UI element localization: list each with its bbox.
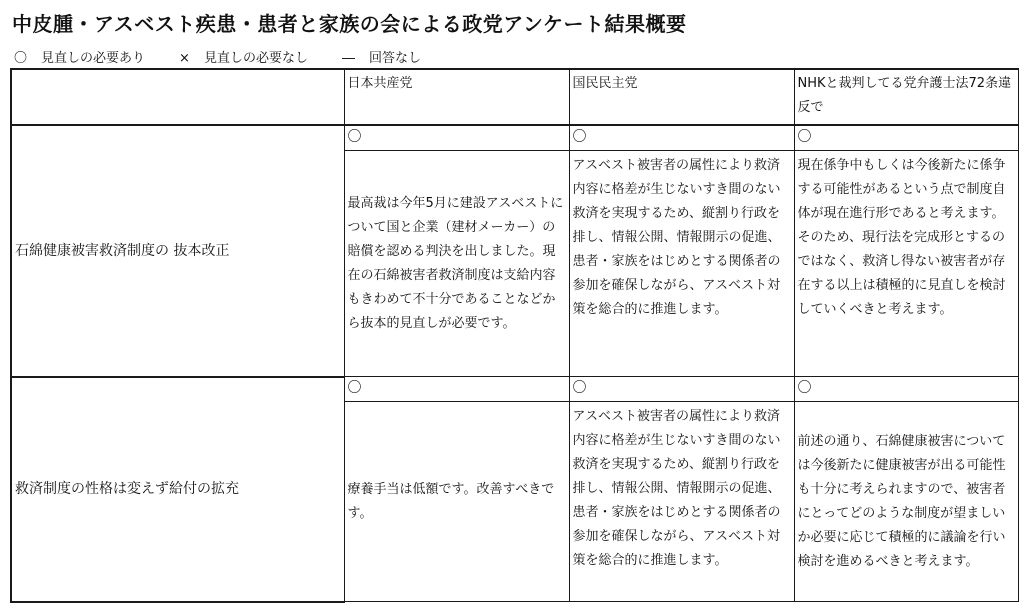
legend-text: 見直しの必要なし [203,51,308,66]
party-header-dpfp: 国民民主党 [569,69,794,125]
legend-item-no [179,47,308,66]
legend-item-yes [14,47,145,66]
party-header-jcp: 日本共産党 [344,69,569,125]
question-label: 救済制度の性格は変えず給付の拡充 [11,377,344,602]
dash-symbol: ― [341,51,355,66]
survey-results-table [10,68,1019,603]
answer-mark: 〇 [794,125,1018,151]
legend [14,47,455,66]
legend-text: 回答なし [368,51,421,66]
answer-comment: 前述の通り、石綿健康被害については今後新たに健康被害が出る可能性も十分に考えられますので、被害者にとってどのような制度が望ましいか必要に応じて積極的に議論を行い検討を進めるべきと考えます。 [794,402,1018,602]
answer-comment: 現在係争中もしくは今後新たに係争する可能性があるという点で制度自体が現在進行形であると考えます。そのため、現行法を完成形とするのではなく、救済し得ない被害者が存在する以上は積極的に見直しを検討していくべきと考えます。 [794,151,1018,377]
party-header-nhk: NHKと裁判してる党弁護士法72条違反で [794,69,1018,125]
answer-mark: 〇 [569,125,794,151]
table-row [11,125,1018,151]
answer-comment: アスベスト被害者の属性により救済内容に格差が生じないすき間のない救済を実現するため、縦割り行政を排し、情報公開、情報開示の促進、患者・家族をはじめとする関係者の参加を確保しながら、アスベスト対策を総合的に推進します。 [569,151,794,377]
legend-item-none [342,47,421,66]
table-header-row [11,69,1018,125]
legend-text: 見直しの必要あり [41,51,146,66]
header-corner-cell [11,69,344,125]
answer-comment: 療養手当は低額です。改善すべきです。 [344,402,569,602]
document-title: 中皮腫・アスベスト疾患・患者と家族の会による政党アンケート結果概要 [12,12,687,36]
table-row [11,377,1018,402]
answer-mark: 〇 [344,125,569,151]
question-label: 石綿健康被害救済制度の 抜本改正 [11,125,344,377]
answer-mark: 〇 [569,377,794,402]
answer-mark: 〇 [794,377,1018,402]
answer-comment: アスベスト被害者の属性により救済内容に格差が生じないすき間のない救済を実現するため、縦割り行政を排し、情報公開、情報開示の促進、患者・家族をはじめとする関係者の参加を確保しながら、アスベスト対策を総合的に推進します。 [569,402,794,602]
cross-symbol: × [179,51,190,66]
answer-comment: 最高裁は今年5月に建設アスベストについて国と企業（建材メーカー）の賠償を認める判決を出しました。現在の石綿被害者救済制度は支給内容もきわめて不十分であることなどから抜本的見直しが必要です。 [344,151,569,377]
circle-symbol: 〇 [14,51,28,66]
answer-mark: 〇 [344,377,569,402]
